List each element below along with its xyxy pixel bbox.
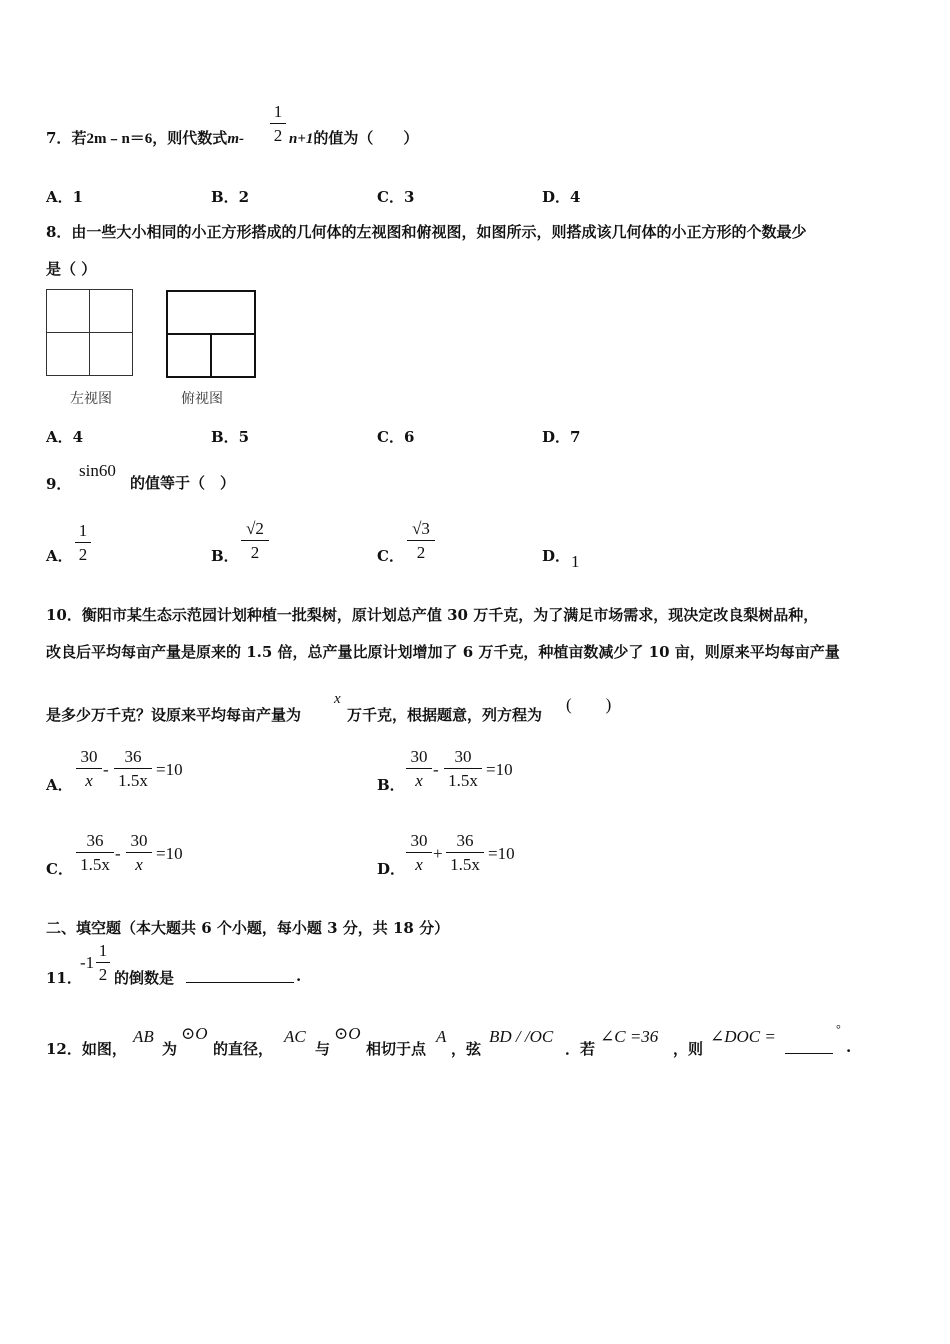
q10-line3b: 万千克，根据题意，列方程为 (347, 706, 543, 724)
q9-option-a-label: A． (46, 547, 73, 565)
q10-option-b-label: B． (377, 776, 405, 794)
q10-b-operator: - (433, 760, 439, 779)
q10-line1: 10．衡阳市某生态示范园计划种植一批梨树，原计划总产值 30 万千克，为了满足市场需求，现决定改良梨树品种， (46, 606, 819, 624)
q7-option-c: C．3 (377, 188, 415, 206)
q9-option-d-label: D． (542, 547, 571, 565)
q9-prompt: 的值等于（ ） (130, 474, 236, 492)
q10-line2: 改良后平均每亩产量是原来的 1.5 倍，总产量比原计划增加了 6 万千克，种植亩数减少了 10 亩，则原来平均每亩产量 (46, 643, 840, 661)
left-view-figure (46, 289, 133, 376)
q8-option-b: B．5 (211, 428, 250, 446)
q7-option-b: B．2 (211, 188, 250, 206)
q7-option-a: A．1 (46, 188, 84, 206)
q9-number: 9． (46, 475, 72, 493)
q12-number: 12．如图， (46, 1040, 127, 1058)
left-view-caption: 左视图 (70, 391, 112, 407)
q7-equation: 2m﹣n＝6 (86, 131, 153, 147)
q10-option-c-label: C． (46, 860, 73, 878)
q8-option-d: D．7 (542, 428, 581, 446)
q11-whole: -1 (80, 953, 95, 972)
q9-option-b-label: B． (211, 547, 239, 565)
q10-a-frac1: 30 x (76, 747, 102, 791)
q10-option-a-label: A． (46, 776, 73, 794)
q11-fraction: 1 2 (96, 941, 110, 985)
q7-fraction: 1 2 (270, 102, 286, 146)
q9-option-c-label: C． (377, 547, 404, 565)
q11-number: 11． (46, 969, 82, 987)
q10-a-equals: =10 (156, 760, 183, 779)
q12-circle-o-2: ⊙O (334, 1024, 361, 1043)
q7-option-d: D．4 (542, 188, 581, 206)
q10-answer-paren: ( ) (566, 695, 612, 714)
q10-option-d-label: D． (377, 860, 406, 878)
q8-option-c: C．6 (377, 428, 415, 446)
q11-period: . (296, 967, 302, 985)
section-heading: 二、填空题（本大题共 6 个小题，每小题 3 分，共 18 分） (46, 919, 450, 937)
q9-expression: sin60 (79, 461, 116, 480)
top-view-caption: 俯视图 (181, 391, 223, 407)
q12-ac: AC (284, 1027, 306, 1046)
q7-line: 7．若2m﹣n＝6，则代数式m- (46, 129, 244, 147)
q11-prompt: 的倒数是 (114, 969, 175, 987)
q12-degree: ° (836, 1022, 841, 1036)
q12-point-a: A (436, 1027, 447, 1046)
q8-option-a: A．4 (46, 428, 84, 446)
q10-b-equals: =10 (486, 760, 513, 779)
q10-c-equals: =10 (156, 844, 183, 863)
q10-a-frac2: 36 1.5x (114, 747, 152, 791)
q9-option-d-value: 1 (571, 552, 580, 571)
q10-c-operator: - (115, 844, 121, 863)
q8-line2: 是（ ） (46, 260, 97, 278)
q12-period: . (846, 1038, 852, 1056)
q10-d-equals: =10 (488, 844, 515, 863)
q10-d-operator: + (433, 844, 443, 863)
q10-b-frac2: 30 1.5x (444, 747, 482, 791)
q12-answer-blank[interactable] (785, 1037, 833, 1054)
q12-angle-c: ∠C =36 (600, 1027, 659, 1046)
q9-option-b-value: √2 2 (241, 519, 269, 563)
q7-line-tail: n+1的值为（ ） (289, 129, 419, 147)
q12-ab: AB (133, 1027, 154, 1046)
q10-d-frac2: 36 1.5x (446, 831, 484, 875)
q10-c-frac1: 36 1.5x (76, 831, 114, 875)
q12-parallel: BD / /OC (489, 1027, 554, 1046)
q10-c-frac2: 30 x (126, 831, 152, 875)
top-view-figure (166, 290, 256, 378)
q9-option-a-value: 1 2 (75, 521, 91, 565)
q10-a-operator: - (103, 760, 109, 779)
q12-angle-doc: ∠DOC = (710, 1027, 776, 1046)
q7-number: 7． (46, 129, 72, 147)
q10-b-frac1: 30 x (406, 747, 432, 791)
q11-answer-blank[interactable] (186, 966, 294, 983)
q12-circle-o: ⊙O (181, 1024, 208, 1043)
q9-option-c-value: √3 2 (407, 519, 435, 563)
q10-variable: x (334, 691, 341, 707)
q8-line1: 8．由一些大小相同的小正方形搭成的几何体的左视图和俯视图，如图所示，则搭成该几何体的小正方形的个数最少 (46, 223, 807, 241)
q10-d-frac1: 30 x (406, 831, 432, 875)
q10-line3: 是多少万千克？设原来平均每亩产量为 (46, 706, 302, 724)
